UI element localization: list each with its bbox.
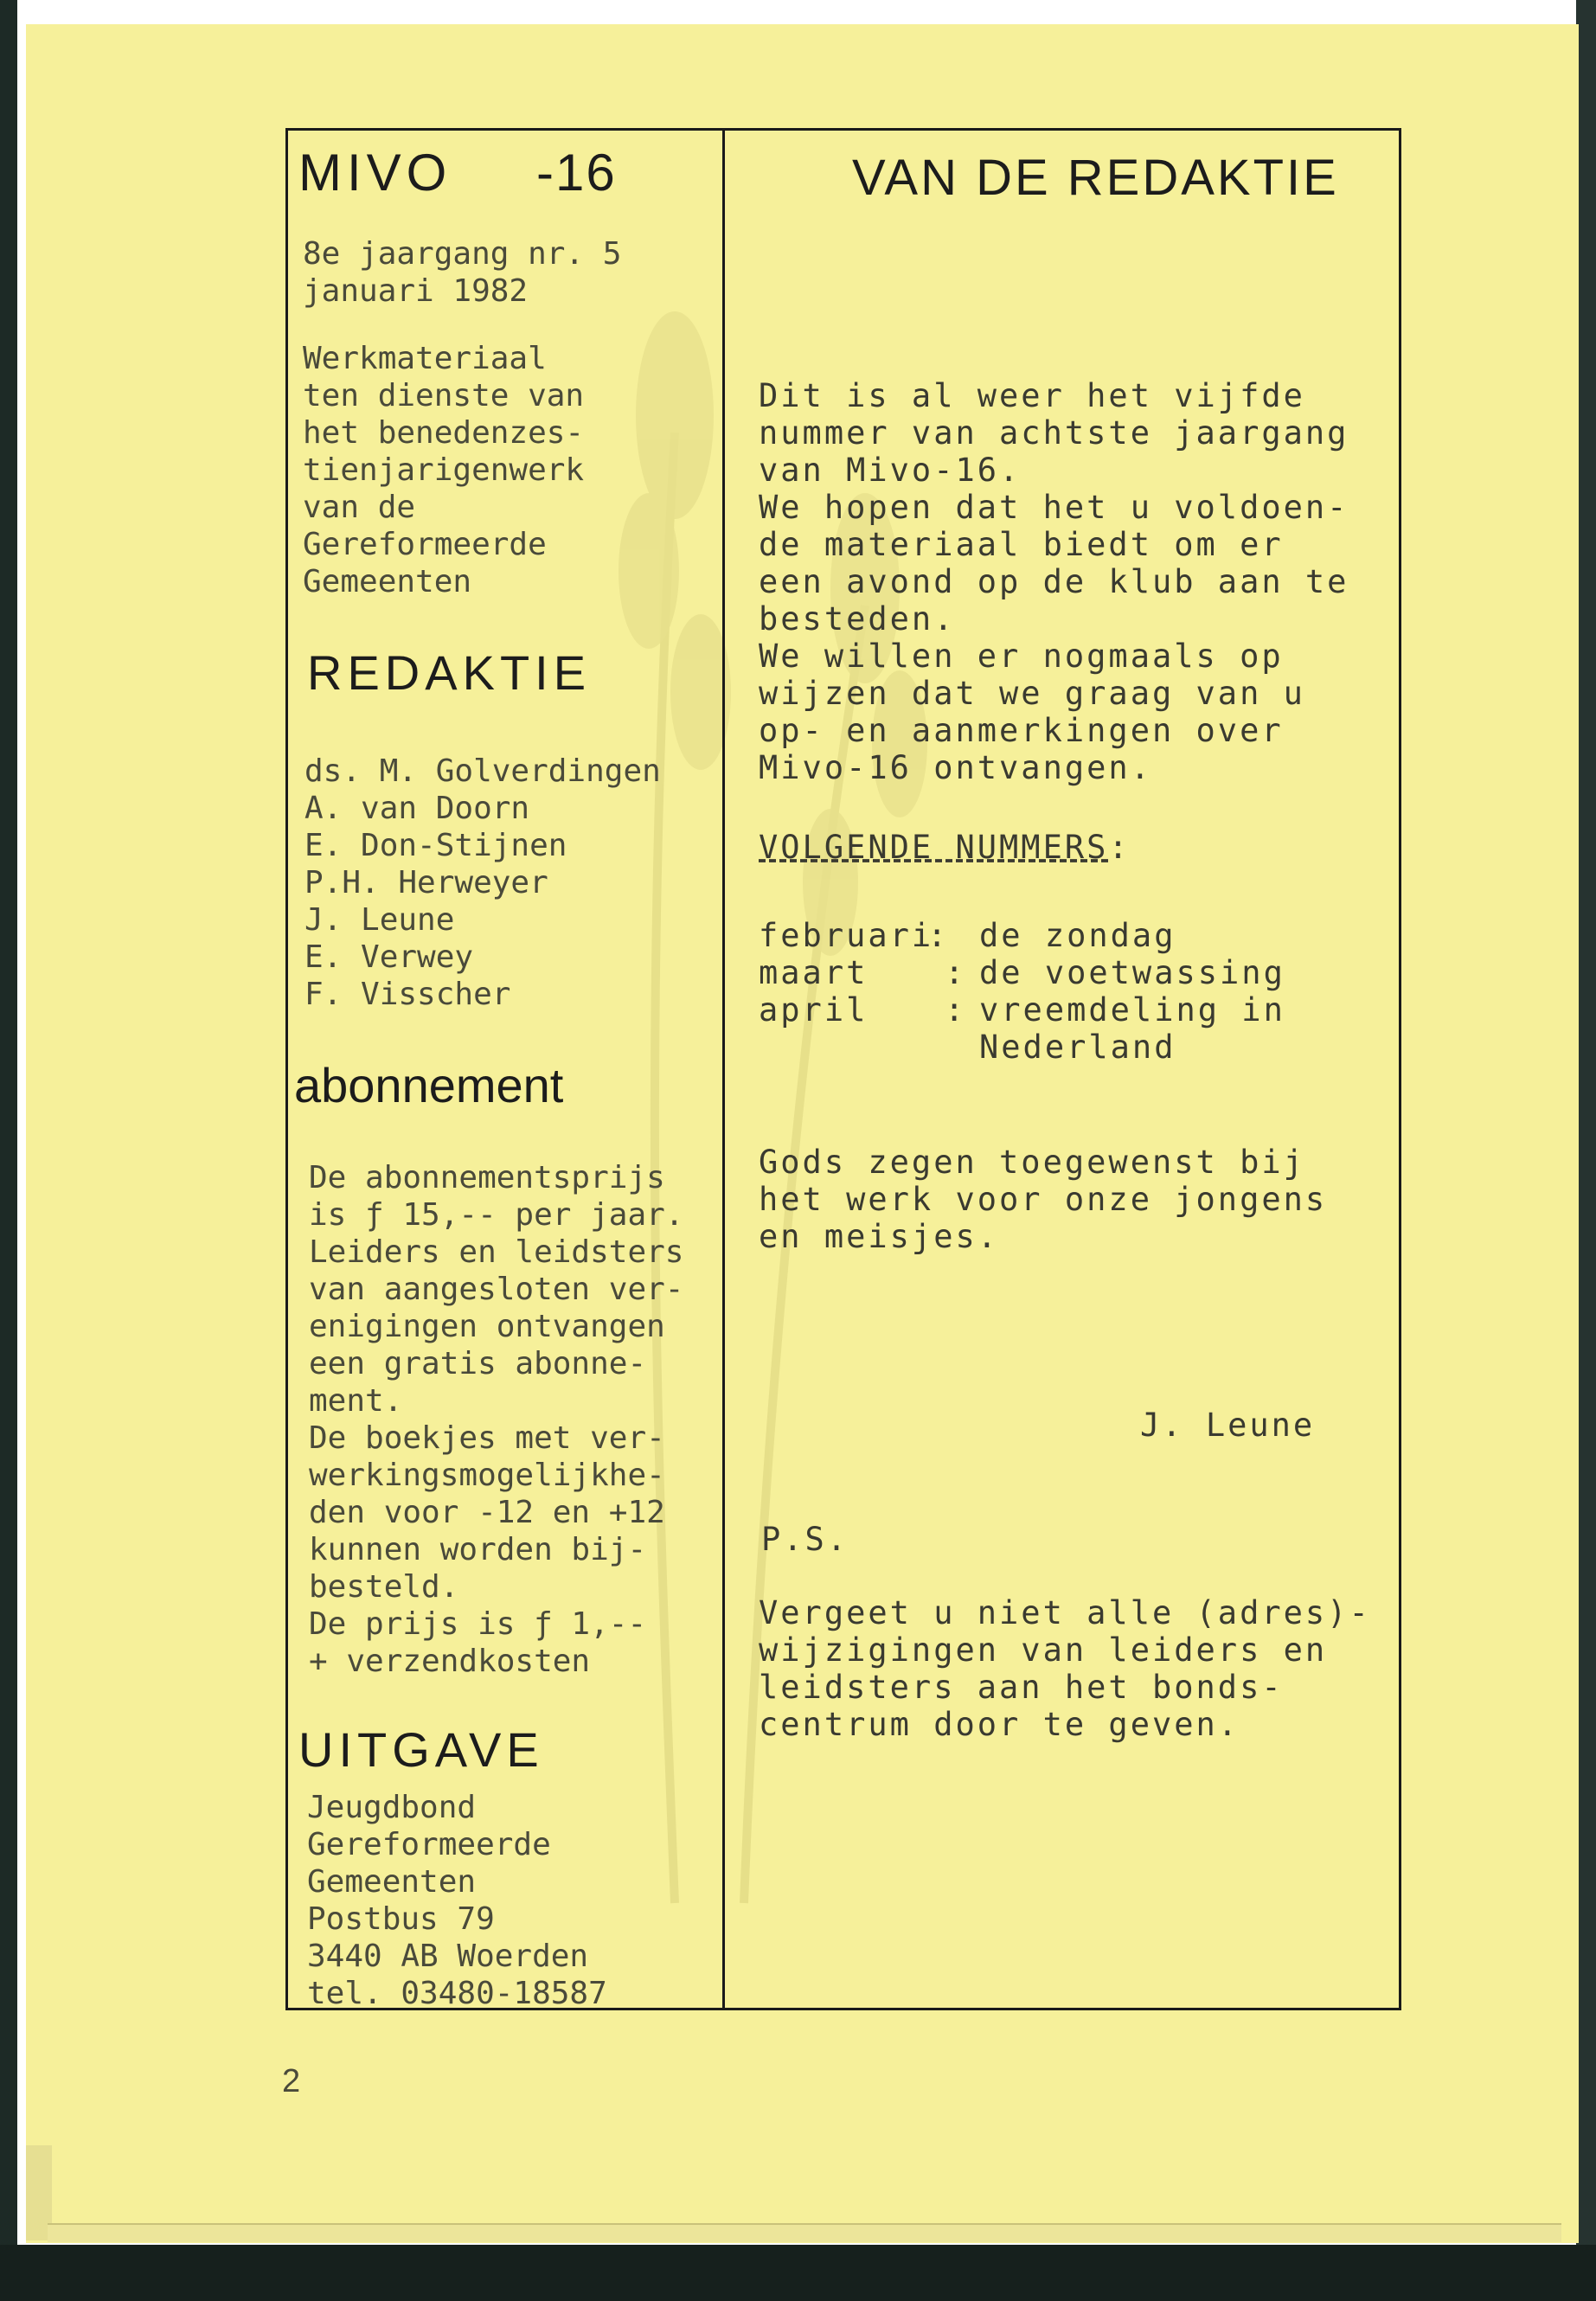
editorial-line: We hopen dat het u voldoen- [759,489,1349,526]
schedule-topic: vreemdeling in [979,991,1285,1029]
masthead-title: MIVO [298,144,452,202]
address-line: Gemeenten [307,1864,477,1900]
abonnement-line: is ƒ 15,-- per jaar. [309,1197,684,1233]
intro-line: Gemeenten [303,564,472,599]
member-name: E. Verwey [304,939,474,975]
abonnement-line: enigingen ontvangen [309,1309,665,1344]
page-number: 2 [282,2063,301,2099]
uitgave-heading: UITGAVE [298,1722,544,1777]
intro-line: tienjarigenwerk [303,452,585,488]
schedule-month: februari [759,917,934,954]
member-name: ds. M. Golverdingen [304,753,661,789]
abonnement-line: Leiders en leidsters [309,1234,684,1270]
schedule-topic: de voetwassing [979,954,1285,991]
member-name: F. Visscher [304,977,511,1012]
member-name: E. Don-Stijnen [304,828,567,863]
ps-line: centrum door te geven. [759,1706,1240,1743]
member-name: A. van Doorn [304,791,530,826]
abonnement-heading: abonnement [294,1058,564,1112]
editorial-heading: VAN DE REDAKTIE [852,150,1339,206]
column-divider [722,128,725,2010]
abonnement-line: den voor -12 en +12 [309,1495,665,1530]
signature: J. Leune [1140,1407,1316,1444]
editorial-line: Mivo-16 ontvangen. [759,749,1152,786]
blessing-line: het werk voor onze jongens [759,1181,1328,1218]
editorial-line: van Mivo-16. [759,452,1022,489]
scan-edge-bottom [0,2245,1596,2301]
intro-line: van de [303,490,416,525]
volgende-nummers-text: VOLGENDE NUMMERS [759,829,1109,866]
uitgave-address [307,1789,607,2012]
intro-line: het benedenzes- [303,415,585,451]
blessing-line: en meisjes. [759,1218,1000,1255]
intro-line: Gereformeerde [303,527,547,562]
abonnement-line: De boekjes met ver- [309,1420,665,1456]
intro-text [303,340,584,600]
masthead-number: -16 [536,144,617,202]
intro-line: ten dienste van [303,378,585,413]
intro-line: Werkmateriaal [303,341,547,376]
address-line: Postbus 79 [307,1901,495,1937]
schedule-sep: : [945,954,967,991]
editorial-intro [759,377,1349,786]
redaktie-members [304,753,661,1013]
volgende-nummers-label [759,829,1131,866]
editorial-line: de materiaal biedt om er [759,526,1284,563]
editorial-line: wijzen dat we graag van u [759,675,1305,712]
ps-line: Vergeet u niet alle (adres)- [759,1594,1371,1631]
abonnement-line: werkingsmogelijkhe- [309,1458,665,1493]
address-line: 3440 AB Woerden [307,1939,589,1974]
schedule-sep: : [927,917,950,954]
ps-label: P.S. [761,1521,849,1558]
schedule-topic: de zondag [979,917,1176,954]
scan-edge-right [1576,0,1596,2301]
editorial-line: een avond op de klub aan te [759,563,1349,600]
editorial-line: nummer van achtste jaargang [759,414,1349,452]
editorial-line: Dit is al weer het vijfde [759,377,1305,414]
address-line: tel. 03480-18587 [307,1976,607,2011]
page-stack-edge [48,2223,1561,2242]
ps-line: wijzigingen van leiders en [759,1631,1328,1669]
abonnement-line: + verzendkosten [309,1644,591,1679]
ps-line: leidsters aan het bonds- [759,1669,1284,1706]
abonnement-line: een gratis abonne- [309,1346,647,1381]
schedule-month: maart [759,954,869,991]
issue-info [303,235,621,310]
blessing-text [759,1144,1327,1255]
redaktie-heading: REDAKTIE [307,645,592,700]
editorial-line: We willen er nogmaals op [759,638,1284,675]
abonnement-line: kunnen worden bij- [309,1532,647,1567]
schedule-sep: : [945,991,967,1029]
abonnement-line: van aangesloten ver- [309,1272,684,1307]
abonnement-line: De prijs is ƒ 1,-- [309,1606,647,1642]
address-line: Jeugdbond [307,1790,477,1825]
ps-text [759,1594,1371,1743]
issue-line: 8e jaargang nr. 5 [303,236,622,272]
schedule-month: april [759,991,869,1029]
member-name: P.H. Herweyer [304,865,548,901]
member-name: J. Leune [304,902,455,938]
abonnement-line: De abonnementsprijs [309,1160,665,1195]
issue-line: januari 1982 [303,273,529,309]
editorial-line: op- en aanmerkingen over [759,712,1284,749]
address-line: Gereformeerde [307,1827,551,1862]
abonnement-text [309,1159,683,1680]
schedule-topic: Nederland [979,1029,1176,1066]
volgende-nummers-colon: : [1108,829,1131,866]
abonnement-line: ment. [309,1383,403,1419]
abonnement-line: besteld. [309,1569,459,1605]
editorial-line: besteden. [759,600,956,638]
scan-edge-left [0,0,17,2301]
blessing-line: Gods zegen toegewenst bij [759,1144,1305,1181]
